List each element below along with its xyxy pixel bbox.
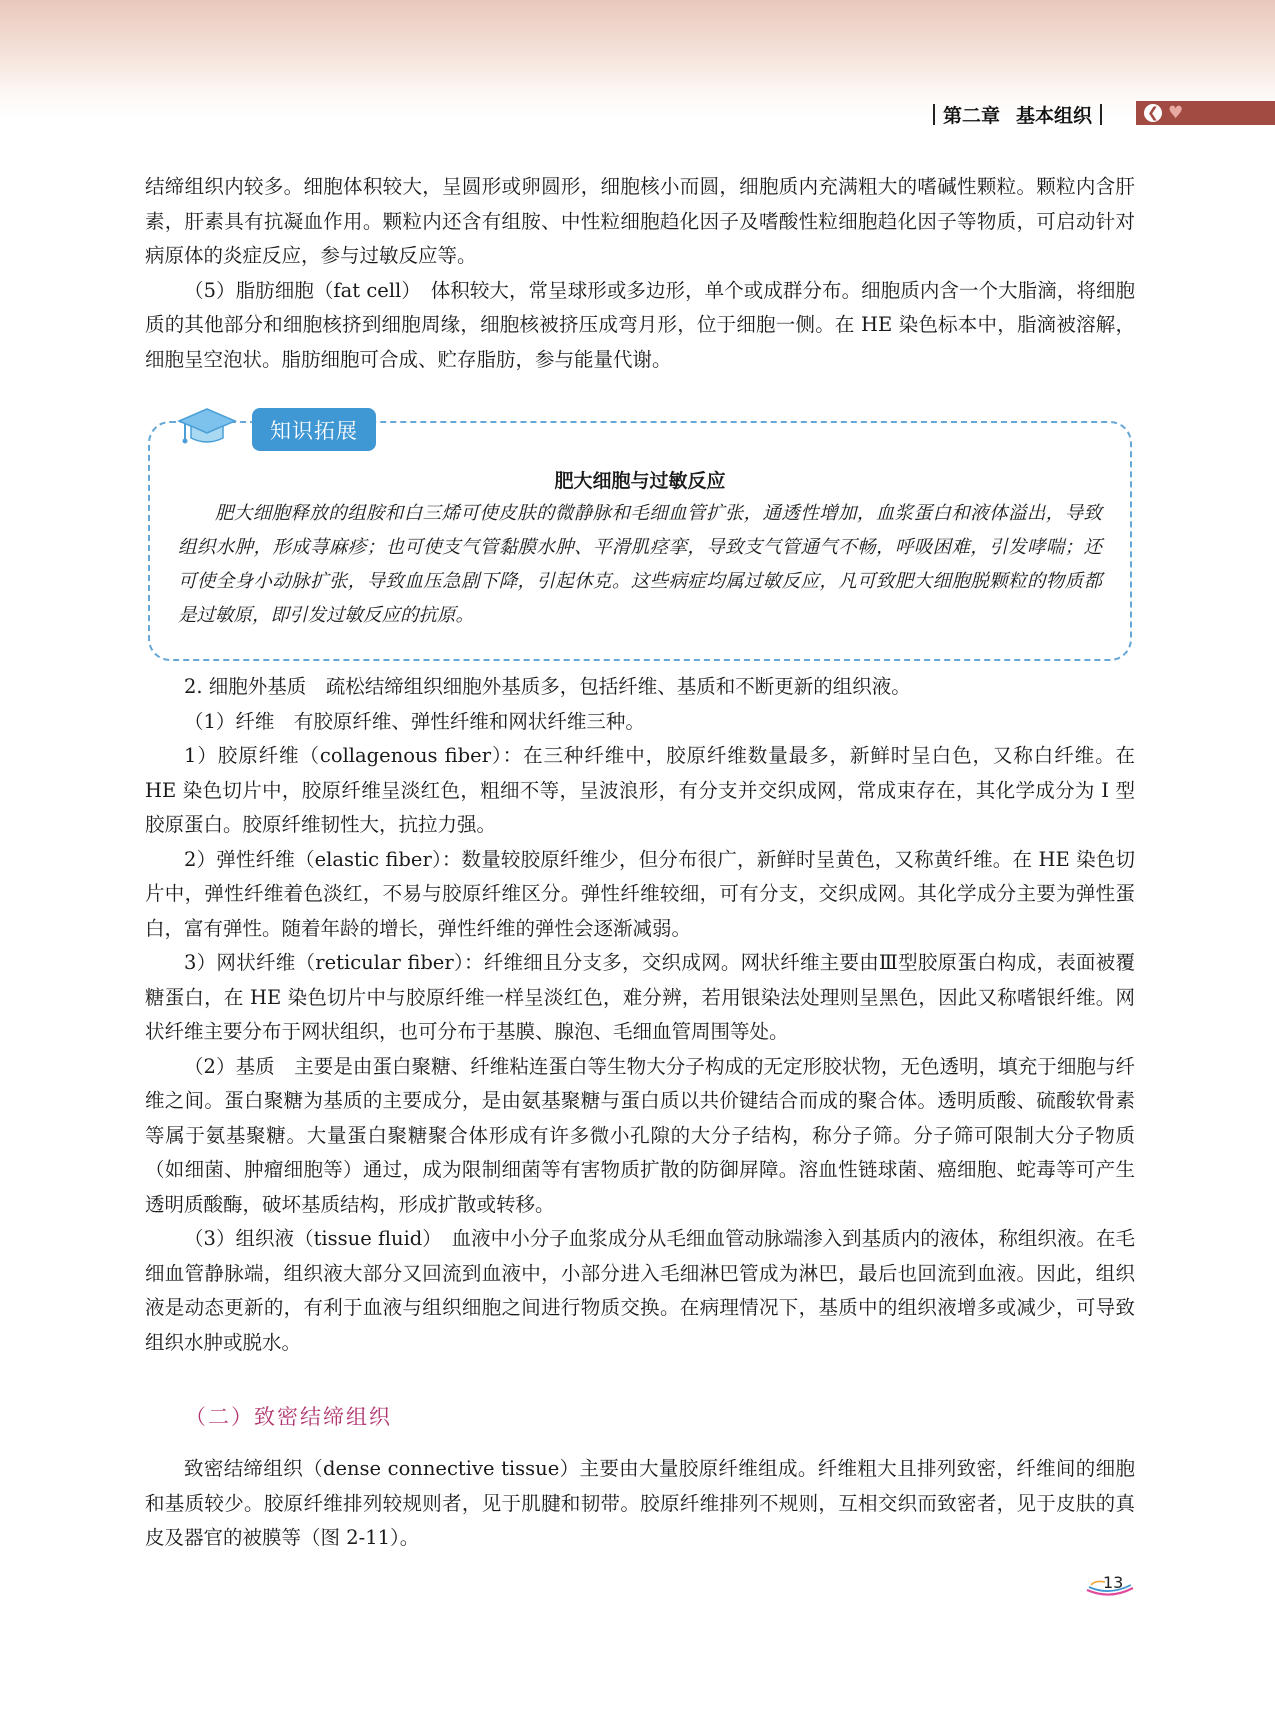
knowledge-box-title: 肥大细胞与过敏反应: [554, 470, 726, 492]
paragraph-elastic-fiber: 2）弹性纤维（elastic fiber）：数量较胶原纤维少，但分布很广，新鲜时呈黄色，又称黄纤维。在 HE 染色切片中，弹性纤维着色淡红，不易与胶原纤维区分。弹性纤维较细，可有分支，交织成网。其化学成分主要为弹性蛋白，富有弹性。随着年龄的增长，弹性纤维的弹性会逐渐减弱。: [145, 847, 1135, 940]
graduation-cap-icon: [177, 406, 237, 448]
header-divider-right: [1100, 104, 1102, 125]
header-divider-left: [933, 104, 935, 125]
running-header: [925, 99, 1110, 129]
paragraph-extracellular-matrix: 2. 细胞外基质 疏松结缔组织细胞外基质多，包括纤维、基质和不断更新的组织液。: [184, 675, 911, 698]
header-chapter: 第二章: [943, 104, 1001, 127]
page-number-text: 13: [1103, 1573, 1124, 1592]
paragraph-fat-cell: （5）脂肪细胞（fat cell） 体积较大，常呈球形或多边形，单个或成群分布。细胞质内含一个大脂滴，将细胞质的其他部分和细胞核挤到细胞周缘，细胞核被挤压成弯月形，位于细胞一侧。在 HE 染色标本中，脂滴被溶解，细胞呈空泡状。脂肪细胞可合成、贮存脂肪，参与能量代谢。: [145, 278, 1135, 371]
paragraph-dense-connective-tissue: 致密结缔组织（dense connective tissue）主要由大量胶原纤维组成。纤维粗大且排列致密，纤维间的细胞和基质较少。胶原纤维排列较规则者，见于肌腱和韧带。胶原纤维排列不规则，互相交织而致密者，见于皮肤的真皮及器官的被膜等（图 2-11）。: [145, 1457, 1135, 1549]
paragraph-reticular-fiber: 3）网状纤维（reticular fiber）：纤维细且分支多，交织成网。网状纤维主要由Ⅲ型胶原蛋白构成，表面被覆糖蛋白，在 HE 染色切片中与胶原纤维一样呈淡红色，难分辨，若用银染法处理则呈黑色，因此又称嗜银纤维。网状纤维主要分布于网状组织，也可分布于基膜、腺泡、毛细血管周围等处。: [145, 951, 1135, 1043]
body-section2: [145, 1452, 1135, 1556]
heart-icon: ♥: [1168, 103, 1184, 123]
body-top: [145, 170, 1135, 377]
paragraph-mast-cell-cont: 结缔组织内较多。细胞体积较大，呈圆形或卵圆形，细胞核小而圆，细胞质内充满粗大的嗜碱性颗粒。颗粒内含肝素，肝素具有抗凝血作用。颗粒内还含有组胺、中性粒细胞趋化因子及嗜酸性粒细胞趋化因子等物质，可启动针对病原体的炎症反应，参与过敏反应等。: [145, 175, 1135, 267]
body-main: [145, 670, 1135, 1360]
paragraph-ground-substance: （2）基质 主要是由蛋白聚糖、纤维粘连蛋白等生物大分子构成的无定形胶状物，无色透明，填充于细胞与纤维之间。蛋白聚糖为基质的主要成分，是由氨基聚糖与蛋白质以共价键结合而成的聚合体。透明质酸、硫酸软骨素等属于氨基聚糖。大量蛋白聚糖聚合体形成有许多微小孔隙的大分子结构，称分子筛。分子筛可限制大分子物质（如细菌、肿瘤细胞等）通过，成为限制细菌等有害物质扩散的防御屏障。溶血性链球菌、癌细胞、蛇毒等可产生透明质酸酶，破坏基质结构，形成扩散或转移。: [145, 1054, 1135, 1216]
header-tab: [1136, 101, 1275, 125]
page-number: [1085, 1572, 1135, 1600]
section-title: （二）致密结缔组织: [185, 1405, 392, 1429]
paragraph-collagenous-fiber: 1）胶原纤维（collagenous fiber）：在三种纤维中，胶原纤维数量最多，新鲜时呈白色，又称白纤维。在 HE 染色切片中，胶原纤维呈淡红色，粗细不等，呈波浪形，有分支并交织成网，常成束存在，其化学成分为 I 型胶原蛋白。胶原纤维韧性大，抗拉力强。: [145, 744, 1135, 836]
paragraph-fibers: （1）纤维 有胶原纤维、弹性纤维和网状纤维三种。: [184, 709, 645, 733]
knowledge-tag: 知识拓展: [252, 408, 376, 451]
knowledge-box-text: [178, 497, 1102, 633]
paragraph-tissue-fluid: （3）组织液（tissue fluid） 血液中小分子血浆成分从毛细血管动脉端渗入到基质内的液体，称组织液。在毛细血管静脉端，组织液大部分又回流到血液中，小部分进入毛细淋巴管成为淋巴，最后也回流到血液。因此，组织液是动态更新的，有利于血液与组织细胞之间进行物质交换。在病理情况下，基质中的组织液增多或减少，可导致组织水肿或脱水。: [145, 1227, 1135, 1354]
knowledge-box-paragraph: 肥大细胞释放的组胺和白三烯可使皮肤的微静脉和毛细血管扩张，通透性增加，血浆蛋白和液体溢出，导致组织水肿，形成荨麻疹；也可使支气管黏膜水肿、平滑肌痉挛，导致支气管通气不畅，呼吸困难，引发哮喘；还可使全身小动脉扩张，导致血压急剧下降，引起休克。这些病症均属过敏反应，凡可致肥大细胞脱颗粒的物质都是过敏原，即引发过敏反应的抗原。: [178, 503, 1102, 626]
left-arrow-icon[interactable]: ❮: [1144, 104, 1162, 122]
header-section: 基本组织: [1016, 104, 1093, 127]
